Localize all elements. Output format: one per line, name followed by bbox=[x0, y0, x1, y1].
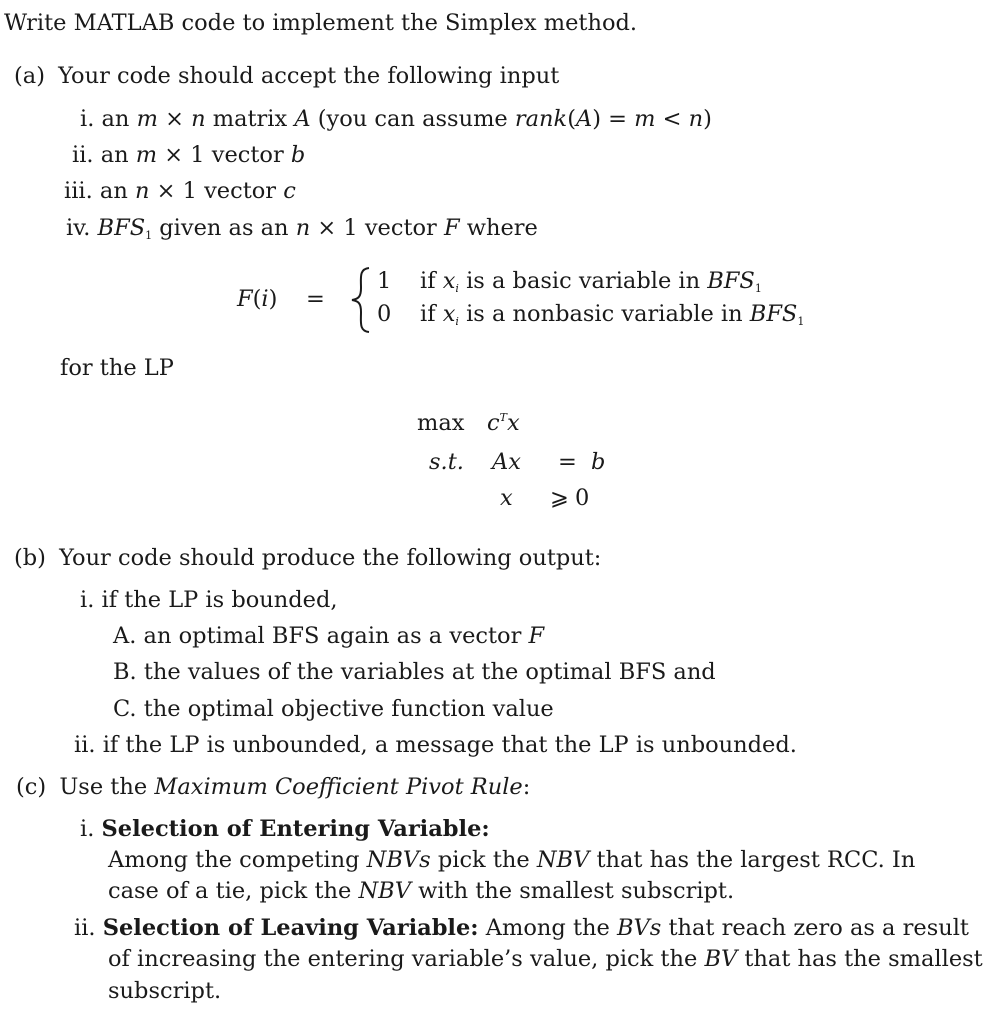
rule-item-1-heading: Selection of Entering Variable: bbox=[101, 816, 490, 842]
rule-item-1-line-2: case of a tie, pick the NBV with the smallest subscript. bbox=[108, 878, 735, 904]
output-item-2-text: if the LP is unbounded, a message that the LP is unbounded. bbox=[102, 732, 797, 758]
input-item-4-num: iv. bbox=[66, 215, 91, 241]
output-subitem-b-num: B. bbox=[113, 659, 137, 685]
lp-constraint-rel: = bbox=[558, 449, 577, 475]
output-subitem-a-num: A. bbox=[113, 623, 137, 649]
lp-st-label: s.t. bbox=[429, 449, 464, 475]
rule-item-2-line-1: ii. Selection of Leaving Variable: Among the BVs that reach zero as a result bbox=[74, 915, 969, 941]
rule-item-1-heading-line bbox=[80, 818, 490, 841]
part-c-header bbox=[16, 776, 530, 799]
output-item-1 bbox=[80, 589, 338, 612]
pivot-rule-name: Maximum Coefficient Pivot Rule bbox=[154, 774, 523, 800]
output-item-1-num: i. bbox=[80, 587, 95, 613]
case-2-value: 0 bbox=[377, 301, 392, 327]
left-brace-icon bbox=[347, 266, 375, 334]
input-item-3: iii. an n × 1 vector c bbox=[64, 178, 296, 204]
part-c-label: (c) bbox=[16, 774, 47, 800]
for-lp-text: for the LP bbox=[60, 355, 174, 381]
rule-item-2-heading: Selection of Leaving Variable: bbox=[102, 915, 479, 941]
case-1-condition: if $x_i$ is a basic variable in $BFS_1$ bbox=[420, 268, 762, 295]
part-c-intro-suffix: : bbox=[522, 774, 531, 800]
case-1-value: 1 bbox=[377, 268, 392, 294]
piecewise-equals: = bbox=[306, 286, 325, 312]
problem-title: Write MATLAB code to implement the Simplex method. bbox=[4, 10, 638, 36]
output-subitem-a: A. an optimal BFS again as a vector F bbox=[113, 623, 545, 649]
case-2-condition: if $x_i$ is a nonbasic variable in $BFS_1$ bbox=[420, 301, 805, 328]
output-item-2-num: ii. bbox=[74, 732, 96, 758]
lp-nonneg-lhs: x bbox=[500, 485, 513, 511]
part-a-header bbox=[14, 65, 559, 88]
part-b-label: (b) bbox=[14, 545, 46, 571]
input-item-2: ii. an m × 1 vector b bbox=[72, 142, 306, 168]
rule-item-2-num: ii. bbox=[74, 915, 96, 941]
part-a-label: (a) bbox=[14, 63, 45, 89]
lp-constraint-lhs: Ax bbox=[492, 449, 521, 475]
input-item-4: iv. $BFS_1$ given as an n × 1 vector F where bbox=[66, 215, 538, 242]
output-subitem-b bbox=[113, 661, 716, 684]
output-subitem-c bbox=[113, 698, 554, 721]
rule-item-2-line-3: subscript. bbox=[108, 978, 222, 1004]
input-item-3-num: iii. bbox=[64, 178, 93, 204]
output-item-1-text: if the LP is bounded, bbox=[101, 587, 338, 613]
input-item-1-num: i. bbox=[80, 106, 95, 132]
rule-item-1-line-1: Among the competing NBVs pick the NBV that has the largest RCC. In bbox=[108, 847, 916, 873]
lp-constraint-rhs: b bbox=[591, 449, 606, 475]
lp-nonneg-rel: ⩾ bbox=[550, 485, 569, 511]
part-c-intro-prefix: Use the bbox=[59, 774, 148, 800]
output-subitem-c-num: C. bbox=[113, 696, 137, 722]
part-b-header bbox=[14, 547, 601, 570]
input-item-2-num: ii. bbox=[72, 142, 94, 168]
rule-item-1-num: i. bbox=[80, 816, 95, 842]
part-a-intro: Your code should accept the following input bbox=[58, 63, 560, 89]
output-subitem-b-text: the values of the variables at the optimal BFS and bbox=[143, 659, 716, 685]
rule-item-2-line-2: of increasing the entering variable’s value, pick the BV that has the smallest bbox=[108, 946, 983, 972]
output-item-2 bbox=[74, 734, 797, 757]
lp-objective: $c^Tx$ bbox=[487, 410, 520, 436]
part-b-intro: Your code should produce the following output: bbox=[59, 545, 602, 571]
lp-nonneg-rhs: 0 bbox=[575, 485, 590, 511]
output-subitem-c-text: the optimal objective function value bbox=[143, 696, 554, 722]
lp-max-label: max bbox=[417, 410, 465, 436]
piecewise-lhs: F(i) bbox=[237, 286, 278, 312]
input-item-1: i. an m × n matrix A (you can assume rank(A) = m < n) bbox=[80, 106, 712, 132]
